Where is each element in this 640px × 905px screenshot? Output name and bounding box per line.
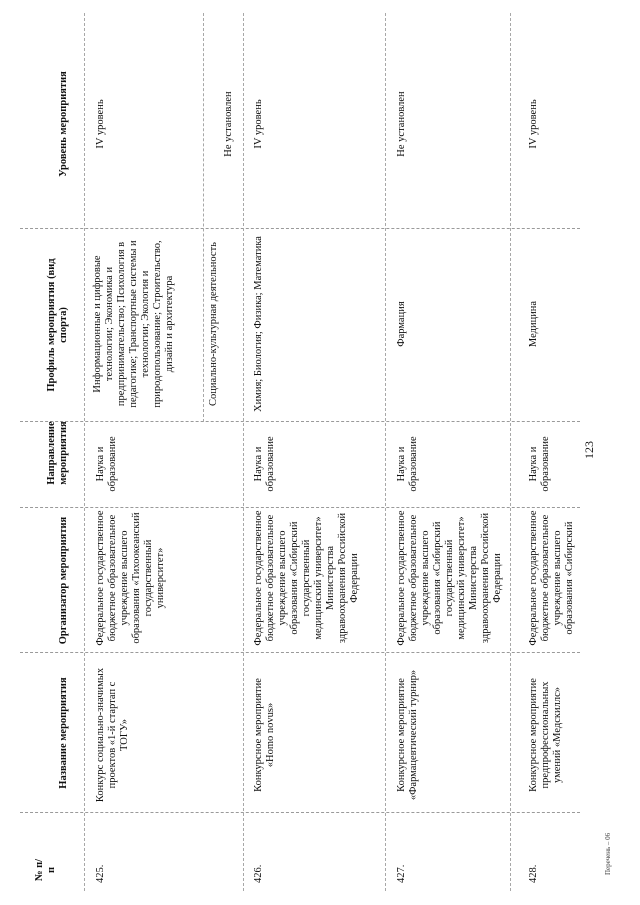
column-divider [20,652,580,653]
event-direction: Наука и образование [253,436,276,492]
event-level: Не установлен [396,91,407,157]
event-name: Конкурс социально-значимых проектов «1-й стартап с ТОГУ» [95,667,130,803]
event-name: Конкурсное мероприятие «Фармацевтический турнир» [396,669,419,801]
event-profile-secondary: Социально-культурная деятельность [208,242,219,406]
event-organizer: Федеральное государственное бюджетное образовательное учреждение высшего образования «Тихоокеанский государственный университет» [95,510,166,646]
event-organizer: Федеральное государственное бюджетное образовательное учреждение высшего образования «Сибирский государственный медицинский университет» Министерства здравоохранения Российской Федерации [396,510,503,646]
row-number: 427. [396,864,407,883]
column-divider [20,507,580,508]
event-profile: Информационные и цифровые технологии; Экономика и предпринимательство; Психология в педагогике; Транспортные системы и технологии; Экология и природопользование; Строительство, дизайн и архитектура [92,240,175,408]
column-divider [20,812,580,813]
event-direction: Наука и образование [396,436,419,492]
header-num: № п/п [34,858,57,882]
subrow-divider [203,13,204,422]
event-level-secondary: Не установлен [223,91,234,157]
header-organizer: Организатор мероприятия [58,516,69,645]
footer-code: Перечень – 06 [604,832,612,875]
column-divider [20,421,580,422]
event-organizer: Федеральное государственное бюджетное образовательное учреждение высшего образования «Сибирский [528,510,575,646]
event-level: IV уровень [253,99,264,149]
event-level: IV уровень [95,99,106,149]
event-direction: Наука и образование [95,436,118,492]
header-name: Название мероприятия [58,677,69,789]
header-level: Уровень мероприятия [58,71,69,177]
event-profile: Химия; Биология; Физика; Математика [253,236,264,412]
row-divider [243,13,244,891]
row-divider [510,13,511,891]
event-name: Конкурсное мероприятие предпрофессиональных умений «Медскиллс» [528,678,563,792]
event-name: Конкурсное мероприятие «Homo novus» [253,678,276,792]
page-number: 123 [582,441,596,459]
row-number: 425. [95,864,106,883]
header-direction: Направление мероприятия [46,421,69,485]
row-number: 428. [528,864,539,883]
event-profile: Фармация [396,301,407,347]
event-direction: Наука и образование [528,436,551,492]
event-organizer: Федеральное государственное бюджетное образовательное учреждение высшего образования «Сибирский государственный медицинский университет» Министерства здравоохранения Российской Федерации [253,510,360,646]
event-level: IV уровень [528,99,539,149]
header-profile: Профиль мероприятия (вид спорта) [46,258,69,392]
header-row-divider [84,13,85,891]
event-profile: Медицина [528,300,539,348]
row-number: 426. [253,864,264,883]
row-divider [385,13,386,891]
